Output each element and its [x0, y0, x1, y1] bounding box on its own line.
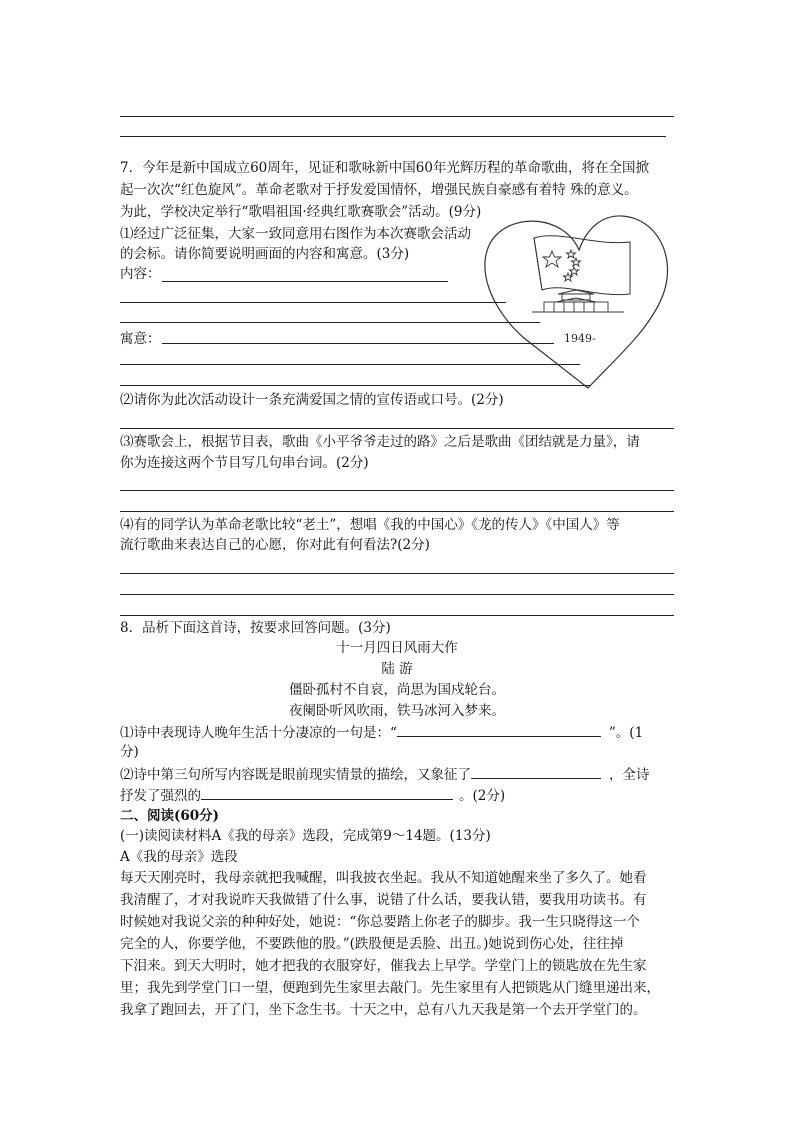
five-stars-icon [543, 250, 581, 281]
poem-line-2: 夜阑卧听风吹雨，铁马冰河入梦来。 [289, 703, 505, 719]
q7-sub4-line1: ⑷有的同学认为革命老歌比较“老土”，想唱《我的中国心》《龙的传人》《中国人》等 [120, 517, 620, 533]
q8-sub1-wrap: 分) [120, 744, 139, 760]
q8-sub2-line2 [120, 785, 505, 806]
q8-sub2-prefix: ⑵诗中第三句所写内容既是眼前现实情景的描绘，又象征了 [120, 767, 471, 783]
poem-author: 陆 游 [381, 661, 413, 677]
paragraph-line: 下泪来。到天大明时，她才把我的衣服穿好，催我去上早学。学堂门上的锁匙放在先生家 [120, 958, 647, 974]
q8-sub2-blank[interactable] [471, 764, 601, 779]
flagpole-icon [534, 238, 542, 290]
meaning-label: 寓意： [120, 331, 161, 347]
q8-sub2-suffix: ，全诗 [609, 767, 650, 783]
paragraph-line: 每天天刚亮时，我母亲就把我喊醒，叫我披衣坐起。我从不知道她醒来坐了多久了。她看 [120, 870, 647, 886]
q7-sub3-line2: 你为连接这两个节目写几句串台词。(2分) [120, 455, 369, 471]
q8-sub2-line2-prefix: 抒发了强烈的 [120, 788, 201, 804]
answer-line[interactable] [120, 428, 674, 429]
heart-logo-emblem [484, 210, 674, 392]
q7-stem-line3: 为此，学校决定举行“歌唱祖国·经典红歌赛歌会”活动。(9分) [120, 204, 482, 220]
paragraph-line: 里；我先到学堂门口一望，便跑到先生家里去敲门。先生家里有人把锁匙从门缝里递出来， [120, 980, 660, 996]
q8-sub1-blank[interactable] [397, 722, 601, 737]
q7-sub1-line2: 的会标。请你简要说明画面的内容和寓意。(3分) [120, 246, 410, 262]
q7-sub3-line1: ⑶赛歌会上，根据节目表，歌曲《小平爷爷走过的路》之后是歌曲《团结就是力量》，请 [120, 434, 640, 450]
answer-line[interactable] [120, 511, 674, 512]
q8-sub1-suffix: ”。(1 [608, 725, 644, 741]
tiananmen-icon [532, 290, 624, 312]
content-label: 内容： [120, 266, 161, 282]
paragraph-line: 我拿了跑回去，开了门，坐下念生书。十天之中，总有八九天我是第一个去开学堂门的。 [120, 1002, 647, 1018]
answer-line [120, 116, 674, 117]
q8-sub1 [120, 722, 643, 743]
content-answer-line[interactable] [162, 281, 448, 282]
q7-sub4-line2: 流行歌曲来表达自己的心愿，你对此有何看法?(2分) [120, 537, 430, 553]
q8-sub2 [120, 764, 650, 785]
paragraph-line: 时候她对我说父亲的种种好处，她说：“你总要踏上你老子的脚步。我一生只晓得这一个 [120, 914, 640, 930]
poem-title: 十一月四日风雨大作 [336, 640, 458, 656]
q7-stem-line2: 起一次次“红色旋风”。革命老歌对于抒发爱国情怀，增强民族自豪感有着特 殊的意义。 [120, 182, 638, 198]
answer-line[interactable] [120, 322, 540, 323]
answer-line [120, 136, 666, 137]
reading-part-1: (一)读阅读材料A《我的母亲》选段，完成第9～14题。(13分) [120, 828, 491, 844]
q8-sub1-prefix: ⑴诗中表现诗人晚年生活十分凄凉的一句是：“ [120, 725, 397, 741]
answer-line[interactable] [120, 615, 674, 616]
answer-line[interactable] [120, 573, 674, 574]
q8-sub2-line2-blank[interactable] [201, 785, 453, 800]
q8-stem: 8．品析下面这首诗，按要求回答问题。(3分) [120, 620, 391, 636]
logo-year: 1949- [564, 332, 596, 345]
answer-line[interactable] [120, 594, 674, 595]
q7-sub1-line1: ⑴经过广泛征集，大家一致同意用右图作为本次赛歌会活动 [120, 226, 471, 242]
answer-line[interactable] [120, 490, 674, 491]
q8-sub2-line2-suffix: 。(2分) [459, 788, 506, 804]
section-heading: 二、阅读(60分) [120, 808, 220, 824]
q7-sub2: ⑵请你为此次活动设计一条充满爱国之情的宣传语或口号。(2分) [120, 392, 504, 408]
q7-stem-line1: 7．今年是新中国成立60周年，见证和歌咏新中国60年光辉历程的革命歌曲，将在全国掀 [120, 160, 649, 176]
poem-line-1: 僵卧孤村不自哀，尚思为国戍轮台。 [289, 682, 505, 698]
reading-title: A《我的母亲》选段 [120, 849, 238, 865]
answer-line[interactable] [120, 302, 506, 303]
paragraph-line: 完全的人，你要学他，不要跌他的股。”(跌股便是丢脸、出丑。)她说到伤心处，往往掉 [120, 936, 624, 952]
paragraph-line: 我清醒了，才对我说昨天我做错了什么事，说错了什么话，要我认错，要我用功读书。有 [120, 892, 647, 908]
